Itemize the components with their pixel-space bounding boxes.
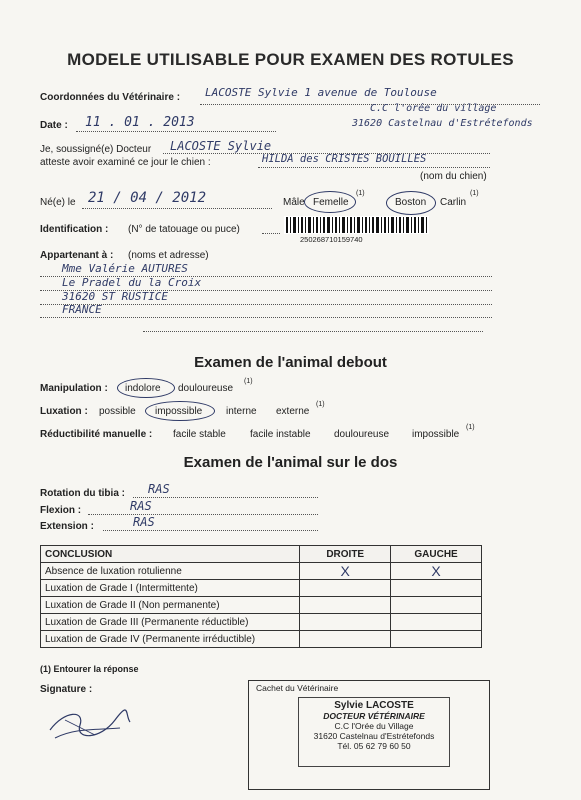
birth-label: Né(e) le bbox=[40, 197, 76, 208]
droite-mark bbox=[300, 597, 391, 614]
flexion-label: Flexion : bbox=[40, 505, 82, 516]
luxation-impossible: impossible bbox=[155, 406, 203, 417]
date-value: 11 . 01 . 2013 bbox=[85, 115, 195, 130]
table-row bbox=[41, 614, 482, 631]
owner-dotted-line-3 bbox=[40, 304, 492, 305]
identification-note: (N° de tatouage ou puce) bbox=[128, 224, 240, 235]
gauche-mark bbox=[391, 580, 482, 597]
dog-dotted-line bbox=[258, 167, 490, 168]
document-title: MODELE UTILISABLE POUR EXAMEN DES ROTULES bbox=[67, 50, 514, 69]
gauche-mark bbox=[391, 631, 482, 648]
reductibilite-impossible: impossible bbox=[412, 429, 460, 440]
luxation-possible: possible bbox=[99, 406, 136, 417]
flexion-value: RAS bbox=[130, 499, 152, 513]
male-option: Mâle bbox=[283, 197, 305, 208]
atteste-text: atteste avoir examiné ce jour le chien : bbox=[40, 157, 211, 168]
extension-label: Extension : bbox=[40, 521, 94, 532]
owner-line1: Mme Valérie AUTURES bbox=[62, 262, 188, 275]
manipulation-indolore: indolore bbox=[125, 383, 161, 394]
droite-mark bbox=[300, 580, 391, 597]
owner-line3: 31620 ST RUSTICE bbox=[62, 290, 168, 303]
conclusion-table bbox=[40, 545, 482, 648]
section-standing-exam: Examen de l'animal debout bbox=[194, 354, 387, 371]
stamp-address-1: C.C l'Orée du Village bbox=[334, 721, 414, 731]
stamp-phone: Tél. 05 62 79 60 50 bbox=[337, 741, 411, 751]
date-dotted-line bbox=[76, 131, 276, 132]
extension-dotted-line bbox=[103, 530, 318, 531]
stamp-name: Sylvie LACOSTE bbox=[334, 700, 414, 711]
rotation-value: RAS bbox=[148, 482, 170, 496]
owner-dotted-line-4 bbox=[40, 317, 492, 318]
vet-label: Coordonnées du Vétérinaire : bbox=[40, 92, 181, 103]
date-label: Date : bbox=[40, 120, 68, 131]
stamp-label: Cachet du Vétérinaire bbox=[256, 683, 339, 693]
rotation-label: Rotation du tibia : bbox=[40, 488, 125, 499]
flexion-dotted-line bbox=[88, 514, 318, 515]
signature-label: Signature : bbox=[40, 684, 93, 695]
owner-line2: Le Pradel du la Croix bbox=[62, 276, 202, 289]
breed-carlin: Carlin bbox=[440, 197, 467, 208]
breed-boston: Boston bbox=[395, 197, 427, 208]
owner-dotted-line-5 bbox=[143, 331, 483, 332]
row-label: Luxation de Grade IV (Permanente irréductible) bbox=[41, 631, 300, 648]
identification-label: Identification : bbox=[40, 224, 109, 235]
handwritten-signature bbox=[45, 700, 135, 745]
droite-mark bbox=[300, 631, 391, 648]
birth-footnote-ref-1: (1) bbox=[356, 190, 365, 197]
barcode-image bbox=[284, 216, 429, 234]
footnote: (1) Entourer la réponse bbox=[40, 664, 139, 674]
droite-header: DROITE bbox=[300, 546, 391, 563]
birth-date: 21 / 04 / 2012 bbox=[88, 190, 207, 206]
row-label: Luxation de Grade I (Intermittente) bbox=[41, 580, 300, 597]
table-row bbox=[41, 580, 482, 597]
birth-footnote-ref-2: (1) bbox=[470, 190, 479, 197]
stamp-title: DOCTEUR VÉTÉRINAIRE bbox=[323, 711, 425, 721]
reductibilite-facile-stable: facile stable bbox=[173, 429, 226, 440]
table-row bbox=[41, 631, 482, 648]
gauche-header: GAUCHE bbox=[391, 546, 482, 563]
luxation-interne: interne bbox=[226, 406, 257, 417]
rotation-dotted-line bbox=[133, 497, 318, 498]
extension-value: RAS bbox=[133, 515, 155, 529]
doctor-name: LACOSTE Sylvie bbox=[170, 139, 272, 153]
manipulation-footnote-ref: (1) bbox=[244, 378, 253, 385]
vet-stamp bbox=[298, 697, 450, 767]
barcode-number: 250268710159740 bbox=[300, 235, 363, 244]
luxation-footnote-ref: (1) bbox=[316, 401, 325, 408]
identification-dotted-line bbox=[262, 233, 280, 234]
reductibilite-footnote-ref: (1) bbox=[466, 424, 475, 431]
conclusion-header-row bbox=[41, 546, 482, 563]
luxation-label: Luxation : bbox=[40, 406, 88, 417]
droite-mark bbox=[300, 614, 391, 631]
conclusion-header: CONCLUSION bbox=[41, 546, 300, 563]
reductibilite-douloureuse: douloureuse bbox=[334, 429, 390, 440]
row-label: Luxation de Grade III (Permanente réductible) bbox=[41, 614, 300, 631]
luxation-externe: externe bbox=[276, 406, 310, 417]
row-label: Luxation de Grade II (Non permanente) bbox=[41, 597, 300, 614]
droite-mark: X bbox=[300, 563, 391, 580]
table-row bbox=[41, 563, 482, 580]
soussigne-text: Je, soussigné(e) Docteur bbox=[40, 144, 152, 155]
reductibilite-label: Réductibilité manuelle : bbox=[40, 429, 153, 440]
owner-note: (noms et adresse) bbox=[128, 250, 209, 261]
stamp-address-2: 31620 Castelnau d'Estrétefonds bbox=[313, 731, 435, 741]
row-label: Absence de luxation rotulienne bbox=[41, 563, 300, 580]
gauche-mark bbox=[391, 614, 482, 631]
table-row bbox=[41, 597, 482, 614]
gauche-mark bbox=[391, 597, 482, 614]
gauche-mark: X bbox=[391, 563, 482, 580]
vet-value-line1: LACOSTE Sylvie 1 avenue de Toulouse bbox=[205, 86, 437, 99]
female-option: Femelle bbox=[313, 197, 349, 208]
vet-value-line3: 31620 Castelnau d'Estrétefonds bbox=[352, 118, 533, 129]
birth-dotted-line bbox=[82, 208, 272, 209]
reductibilite-facile-instable: facile instable bbox=[250, 429, 311, 440]
section-dorsal-exam: Examen de l'animal sur le dos bbox=[183, 454, 398, 471]
manipulation-label: Manipulation : bbox=[40, 383, 108, 394]
dog-name-note: (nom du chien) bbox=[420, 171, 487, 182]
manipulation-douloureuse: douloureuse bbox=[178, 383, 234, 394]
dog-name: HILDA des CRISTES BOUILLES bbox=[262, 153, 427, 165]
owner-line4: FRANCE bbox=[62, 303, 102, 316]
vet-value-line2: C.C l'orée du village bbox=[370, 103, 497, 114]
owner-label: Appartenant à : bbox=[40, 250, 114, 261]
